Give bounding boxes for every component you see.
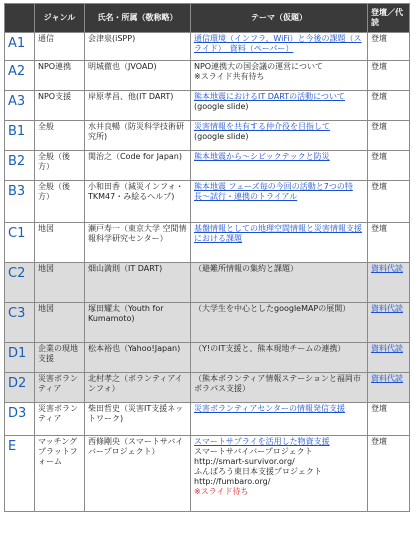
row-status	[368, 151, 410, 181]
status-text: 登壇	[371, 404, 387, 413]
table-row	[5, 263, 410, 303]
theme-link[interactable]: 熊本地震から〜シビックテックと防災	[194, 152, 330, 161]
theme-text: （大学生を中心としたgoogleMAPの展開）	[194, 304, 351, 313]
schedule-table	[4, 3, 410, 512]
row-name: 岸原孝昌、他(IT DART)	[85, 91, 191, 121]
theme-link[interactable]: 熊本地震 フェーズ毎の今回の活動と7つの特長〜試行・連携のトライアル	[194, 182, 353, 201]
row-status	[368, 303, 410, 343]
row-status	[368, 373, 410, 403]
theme-link[interactable]: スマートサプライを活用した物資支援	[194, 437, 330, 446]
row-name: 塚田耀太（Youth for Kumamoto)	[85, 303, 191, 343]
row-status	[368, 436, 410, 512]
row-theme	[191, 151, 368, 181]
status-text: 登壇	[371, 152, 387, 161]
row-theme	[191, 181, 368, 223]
row-id: A1	[5, 33, 35, 61]
row-id: D3	[5, 403, 35, 436]
row-name: 瀬戸寿一（東京大学 空間情報科学研究センター）	[85, 223, 191, 263]
row-status	[368, 121, 410, 151]
status-text: 登壇	[371, 182, 387, 191]
row-id: D1	[5, 343, 35, 373]
row-theme	[191, 121, 368, 151]
row-genre: 災害ボランティア	[35, 403, 85, 436]
table-row	[5, 223, 410, 263]
theme-link[interactable]: 基盤情報としての地理空間情報と災害情報支援における課題	[194, 224, 362, 243]
table-row	[5, 91, 410, 121]
theme-text: （避難所情報の集約と課題）	[194, 264, 298, 273]
table-row	[5, 61, 410, 91]
row-id: B3	[5, 181, 35, 223]
row-theme	[191, 61, 368, 91]
row-status	[368, 61, 410, 91]
theme-text: NPO連携大の国会議の運営について	[194, 62, 323, 71]
table-row	[5, 303, 410, 343]
status-link[interactable]: 資料代読	[371, 344, 403, 353]
row-id: E	[5, 436, 35, 512]
row-id: A3	[5, 91, 35, 121]
row-genre: 全般（後方）	[35, 181, 85, 223]
row-status	[368, 223, 410, 263]
row-name: 柴田哲史（災害IT支援ネットワーク)	[85, 403, 191, 436]
table-row	[5, 343, 410, 373]
theme-text: ※スライド共有待ち	[194, 72, 265, 81]
row-id: B1	[5, 121, 35, 151]
table-row	[5, 121, 410, 151]
row-id: D2	[5, 373, 35, 403]
row-theme	[191, 403, 368, 436]
theme-text: （熊本ボランティア情報ステーションと福岡市ボラパス支援）	[194, 374, 361, 393]
row-status	[368, 263, 410, 303]
row-genre: 災害ボランティア	[35, 373, 85, 403]
row-genre: 通信	[35, 33, 85, 61]
theme-text: (google slide)	[194, 102, 249, 111]
row-theme	[191, 343, 368, 373]
table-row	[5, 436, 410, 512]
row-genre: 企業の現地支援	[35, 343, 85, 373]
row-name: 明城徹也（JVOAD)	[85, 61, 191, 91]
theme-text: スマートサバイバープロジェクト	[194, 447, 313, 456]
status-text: 登壇	[371, 437, 387, 446]
row-id: B2	[5, 151, 35, 181]
row-genre: マッチングプラットフォーム	[35, 436, 85, 512]
row-name: 西條剛央（スマートサバイバープロジェクト）	[85, 436, 191, 512]
row-status	[368, 403, 410, 436]
header-row	[5, 4, 410, 33]
row-theme	[191, 263, 368, 303]
row-name: 会津泉(iSPP)	[85, 33, 191, 61]
row-status	[368, 181, 410, 223]
header-genre: ジャンル	[35, 4, 85, 33]
status-text: 登壇	[371, 122, 387, 131]
table-row	[5, 373, 410, 403]
row-status	[368, 33, 410, 61]
row-genre: 全般	[35, 121, 85, 151]
row-name: 松本裕也（Yahoo!Japan)	[85, 343, 191, 373]
theme-text: http://fumbaro.org/	[194, 477, 271, 486]
row-id: C2	[5, 263, 35, 303]
status-text: 登壇	[371, 62, 387, 71]
header-theme: テーマ（仮題）	[191, 4, 368, 33]
row-theme	[191, 223, 368, 263]
table-row	[5, 403, 410, 436]
theme-link[interactable]: 災害情報を共有する仲介役を目指して	[194, 122, 330, 131]
row-id: C3	[5, 303, 35, 343]
row-name: 小和田香（減災インフォ・TKM47・み絵るヘルプ)	[85, 181, 191, 223]
row-name: 北村孝之（ボランティアインフォ）	[85, 373, 191, 403]
theme-text: （Y!のIT支援と、熊本現地チームの連携）	[194, 344, 346, 353]
status-text: 登壇	[371, 92, 387, 101]
table-row	[5, 151, 410, 181]
row-theme	[191, 91, 368, 121]
theme-link[interactable]: 災害ボランティアセンターの情報発信支援	[194, 404, 345, 413]
status-link[interactable]: 資料代読	[371, 374, 403, 383]
status-text: 登壇	[371, 224, 387, 233]
row-id: A2	[5, 61, 35, 91]
theme-text: http://smart-survivor.org/	[194, 457, 295, 466]
theme-text: ふんばろう東日本支援プロジェクト	[194, 467, 322, 476]
row-genre: 全般（後方）	[35, 151, 85, 181]
row-theme	[191, 373, 368, 403]
theme-text: (google slide)	[194, 132, 249, 141]
header-name: 氏名・所属（敬称略）	[85, 4, 191, 33]
header-status: 登壇／代読	[368, 4, 410, 33]
row-genre: 地図	[35, 303, 85, 343]
row-genre: 地図	[35, 223, 85, 263]
table-row	[5, 181, 410, 223]
row-theme	[191, 436, 368, 512]
theme-link[interactable]: 通信環境（インフラ、WiFi）と今後の課題（スライド） 資料（ペーパー）	[194, 34, 362, 53]
row-name: 関治之（Code for Japan)	[85, 151, 191, 181]
theme-text: ※スライド待ち	[194, 487, 249, 496]
status-link[interactable]: 資料代読	[371, 264, 403, 273]
row-genre: NPO支援	[35, 91, 85, 121]
row-id: C1	[5, 223, 35, 263]
row-status	[368, 343, 410, 373]
row-genre: 地図	[35, 263, 85, 303]
row-theme	[191, 303, 368, 343]
status-text: 登壇	[371, 34, 387, 43]
row-status	[368, 91, 410, 121]
row-theme	[191, 33, 368, 61]
row-name: 水井良暢（防災科学技術研究所)	[85, 121, 191, 151]
header-id	[5, 4, 35, 33]
status-link[interactable]: 資料代読	[371, 304, 403, 313]
table-row	[5, 33, 410, 61]
row-genre: NPO連携	[35, 61, 85, 91]
row-name: 畑山満則（IT DART)	[85, 263, 191, 303]
theme-link[interactable]: 熊本地震におけるIT DARTの活動について	[194, 92, 345, 101]
